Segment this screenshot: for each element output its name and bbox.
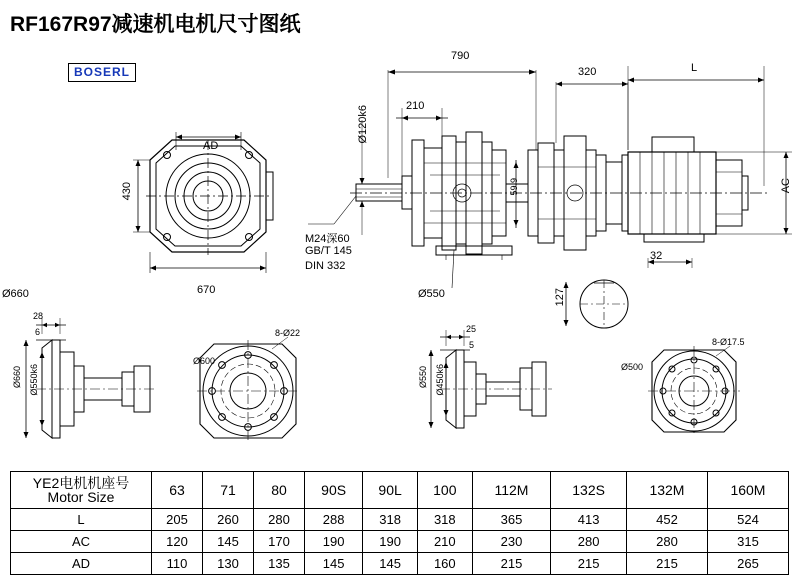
motor-size-cell: 160M [707, 472, 788, 509]
motor-size-cell: 63 [152, 472, 203, 509]
label-dia-500: Ø500 [621, 362, 644, 372]
motor-size-cell: 71 [203, 472, 254, 509]
table-header-label-cn: YE2电机机座号 [32, 475, 130, 491]
label-59-9: 59.9 [509, 178, 519, 196]
table-cell: 145 [305, 553, 363, 575]
motor-size-cell: 90L [363, 472, 418, 509]
table-cell: 365 [472, 509, 551, 531]
table-cell: 524 [707, 509, 788, 531]
table-cell: 260 [203, 509, 254, 531]
label-28: 28 [33, 311, 44, 321]
table-cell: 318 [417, 509, 472, 531]
table-cell: 190 [363, 531, 418, 553]
table-header-label-en: Motor Size [47, 489, 115, 505]
label-790: 790 [451, 50, 470, 62]
label-320: 320 [578, 66, 597, 78]
table-cell: 170 [254, 531, 305, 553]
label-dia-660-top: Ø660 [2, 288, 29, 300]
table-cell: 315 [707, 531, 788, 553]
motor-size-cell: 100 [417, 472, 472, 509]
table-cell: 280 [254, 509, 305, 531]
table-cell: 318 [363, 509, 418, 531]
motor-size-cell: 132M [626, 472, 707, 509]
table-header-label [11, 472, 152, 509]
label-25: 25 [466, 324, 477, 334]
motor-size-cell: 90S [305, 472, 363, 509]
label-670: 670 [197, 284, 216, 296]
table-cell: 413 [551, 509, 627, 531]
table-row [11, 531, 789, 553]
label-L: L [691, 62, 698, 74]
label-32: 32 [650, 250, 663, 262]
table-cell: 215 [551, 553, 627, 575]
table-cell: 205 [152, 509, 203, 531]
label-holes-8-22: 8-Ø22 [275, 328, 301, 338]
label-AC: AC [780, 178, 792, 194]
table-cell: 280 [551, 531, 627, 553]
row-label-AC: AC [11, 531, 152, 553]
motor-size-cell: 132S [551, 472, 627, 509]
table-row [11, 553, 789, 575]
motor-size-cell: 80 [254, 472, 305, 509]
motor-size-table [10, 471, 789, 575]
table-cell: 288 [305, 509, 363, 531]
label-127: 127 [554, 288, 566, 307]
row-label-L: L [11, 509, 152, 531]
table-row-header [11, 472, 789, 509]
table-cell: 215 [626, 553, 707, 575]
table-cell: 145 [363, 553, 418, 575]
table-cell: 265 [707, 553, 788, 575]
label-dia-660: Ø660 [12, 366, 22, 389]
label-dia-600: Ø600 [193, 356, 216, 366]
table-cell: 210 [417, 531, 472, 553]
table-cell: 160 [417, 553, 472, 575]
table-cell: 120 [152, 531, 203, 553]
table-cell: 130 [203, 553, 254, 575]
label-dia-550k6: Ø550k6 [29, 364, 39, 396]
label-dia-450k6: Ø450k6 [435, 364, 445, 396]
table-cell: 135 [254, 553, 305, 575]
label-dia-550-mid: Ø550 [418, 288, 445, 300]
table-cell: 280 [626, 531, 707, 553]
table-cell: 145 [203, 531, 254, 553]
table-row [11, 509, 789, 531]
label-holes-8-17-5: 8-Ø17.5 [712, 337, 745, 347]
label-5: 5 [469, 340, 475, 350]
label-dia-120k6: Ø120k6 [357, 105, 369, 144]
page-title: RF167R97减速机电机尺寸图纸 [10, 13, 301, 36]
label-6: 6 [35, 327, 41, 337]
label-AD: AD [203, 140, 219, 152]
label-430: 430 [121, 182, 133, 201]
table-cell: 215 [472, 553, 551, 575]
table-cell: 230 [472, 531, 551, 553]
label-gbt145: GB/T 145 [305, 245, 352, 257]
table-cell: 110 [152, 553, 203, 575]
motor-size-cell: 112M [472, 472, 551, 509]
label-210: 210 [406, 100, 425, 112]
table-cell: 452 [626, 509, 707, 531]
row-label-AD: AD [11, 553, 152, 575]
table-cell: 190 [305, 531, 363, 553]
brand-logo: BOSERL [68, 63, 136, 82]
label-dia-550: Ø550 [418, 366, 428, 389]
label-din332: DIN 332 [305, 260, 346, 272]
label-m24: M24深60 [305, 233, 350, 245]
